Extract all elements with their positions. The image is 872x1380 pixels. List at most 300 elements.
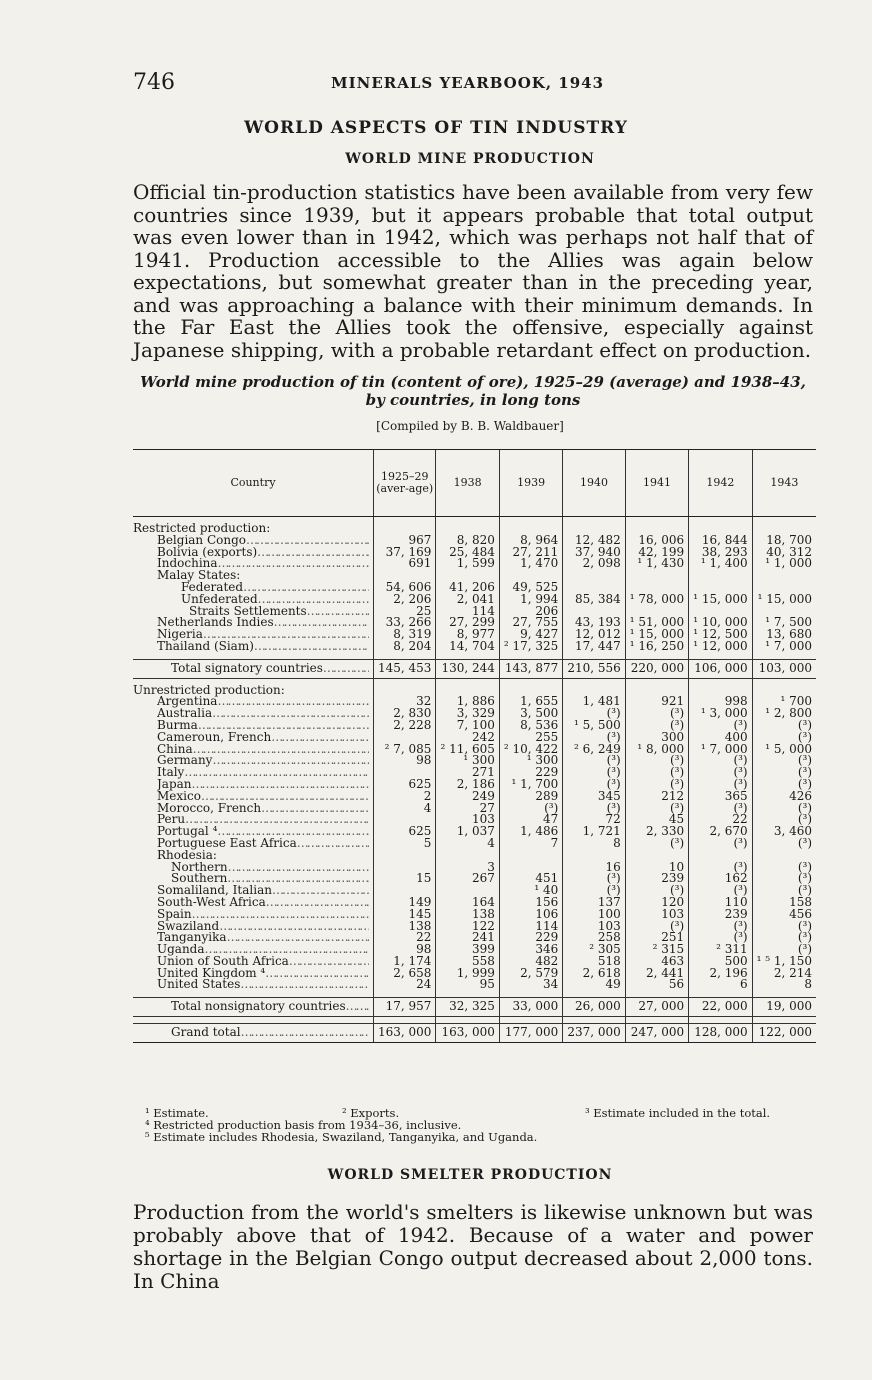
cell-value: 12, 012	[563, 629, 625, 641]
cell-value: (³)	[563, 885, 625, 897]
cell-value: ¹ 16, 250	[625, 641, 688, 653]
row-label: Rhodesia:	[157, 847, 217, 862]
cell-value: 399	[436, 944, 499, 956]
section-title: WORLD ASPECTS OF TIN INDUSTRY	[244, 118, 628, 138]
cell-value: ¹ 15, 000	[689, 594, 752, 606]
cell-value: (³)	[752, 732, 816, 744]
cell-value: 558	[436, 956, 499, 968]
cell-value: 130, 244	[436, 659, 499, 678]
cell-value: 1, 481	[563, 696, 625, 708]
cell-value: 4	[374, 803, 436, 815]
cell-value	[625, 570, 688, 582]
cell-value: 163, 000	[436, 1024, 499, 1043]
total-row	[133, 659, 816, 678]
cell-value: (³)	[752, 779, 816, 791]
cell-value: 24	[374, 979, 436, 991]
row-label: Mexico	[157, 790, 201, 803]
cell-value: ¹ 1, 400	[689, 558, 752, 570]
cell-value: ¹ 40	[499, 885, 562, 897]
table-row	[133, 873, 816, 885]
row-label: Peru	[157, 814, 186, 827]
row-label: Netherlands Indies	[157, 617, 274, 630]
cell-value: (³)	[689, 755, 752, 767]
cell-value: (³)	[752, 803, 816, 815]
row-label: Straits Settlements	[189, 605, 307, 618]
footnote-3: ³ Estimate included in the total.	[585, 1106, 771, 1120]
row-label: Australia	[157, 708, 213, 720]
cell-value: 258	[563, 932, 625, 944]
cell-value: 72	[563, 814, 625, 826]
cell-value: 177, 000	[499, 1024, 562, 1043]
cell-value: (³)	[752, 767, 816, 779]
row-label: Belgian Congo	[157, 534, 247, 547]
cell-value: ¹ 7, 000	[752, 641, 816, 653]
cell-value: (³)	[563, 732, 625, 744]
cell-value: 10	[625, 862, 688, 874]
cell-value: 164	[436, 897, 499, 909]
cell-value: ¹ 300	[499, 755, 562, 767]
cell-value: 1, 174	[374, 956, 436, 968]
cell-value: 25, 484	[436, 547, 499, 559]
cell-value: ¹ 12, 500	[689, 629, 752, 641]
cell-value: (³)	[752, 838, 816, 850]
cell-value: 106	[499, 909, 562, 921]
cell-value: ² 6, 249	[563, 744, 625, 756]
cell-value: 967	[374, 535, 436, 547]
cell-value: 365	[689, 791, 752, 803]
footnote-1: ¹ Estimate.	[145, 1106, 209, 1120]
row-label: Argentina	[157, 696, 218, 709]
cell-value	[374, 850, 436, 862]
smelter-paragraph: Production from the world's smelters is likewise unknown but was probably above that of 1942. Because of a water and power shortage in the Belgian Congo output decreased about 2,000 tons. In China	[133, 1200, 813, 1293]
cell-value: ¹ ⁵ 1, 150	[752, 956, 816, 968]
cell-value: (³)	[689, 921, 752, 933]
cell-value	[563, 570, 625, 582]
cell-value: 2, 441	[625, 968, 688, 980]
cell-value: 3, 460	[752, 826, 816, 838]
cell-value: 8, 964	[499, 535, 562, 547]
table-compiled-by: [Compiled by B. B. Waldbauer]	[376, 419, 564, 433]
cell-value: 27, 211	[499, 547, 562, 559]
cell-value: 229	[499, 932, 562, 944]
cell-value: 8, 319	[374, 629, 436, 641]
cell-value: (³)	[752, 814, 816, 826]
footnote-2: ² Exports.	[342, 1106, 400, 1120]
cell-value: 17, 957	[374, 998, 436, 1017]
cell-value: (³)	[689, 720, 752, 732]
tin-production-table	[133, 449, 816, 1043]
cell-value: 15	[374, 873, 436, 885]
cell-value: 33, 266	[374, 617, 436, 629]
column-header-country: Country	[133, 450, 374, 517]
cell-value: 2	[374, 791, 436, 803]
cell-value: 100	[563, 909, 625, 921]
grand-total-row	[133, 1024, 816, 1043]
table-header-row	[133, 450, 816, 517]
cell-value: 271	[436, 767, 499, 779]
cell-value: 162	[689, 873, 752, 885]
cell-value: 237, 000	[563, 1024, 625, 1043]
cell-value: (³)	[752, 862, 816, 874]
cell-value: 212	[625, 791, 688, 803]
row-label: Cameroun, French	[157, 731, 272, 744]
cell-value: 1, 999	[436, 968, 499, 980]
cell-value: 1, 886	[436, 696, 499, 708]
cell-value: 8, 820	[436, 535, 499, 547]
row-label: Indochina	[157, 558, 218, 571]
cell-value: ¹ 51, 000	[625, 617, 688, 629]
cell-value: 2, 830	[374, 708, 436, 720]
cell-value: 2, 196	[689, 968, 752, 980]
column-header-year: 1943	[752, 450, 816, 517]
running-header	[133, 70, 810, 98]
cell-value: (³)	[625, 708, 688, 720]
cell-value: ¹ 15, 000	[752, 594, 816, 606]
cell-value: 2, 041	[436, 594, 499, 606]
cell-value: 120	[625, 897, 688, 909]
cell-value: ¹ 8, 000	[625, 744, 688, 756]
cell-value: 7, 100	[436, 720, 499, 732]
cell-value: (³)	[752, 885, 816, 897]
cell-value: 114	[499, 921, 562, 933]
cell-value: 456	[752, 909, 816, 921]
cell-value: 137	[563, 897, 625, 909]
cell-value: 37, 940	[563, 547, 625, 559]
footnote-4: ⁴ Restricted production basis from 1934–36, inclusive.	[145, 1118, 462, 1132]
cell-value: 27	[436, 803, 499, 815]
row-label: Somaliland, Italian	[157, 885, 272, 897]
column-header-year: 1942	[689, 450, 752, 517]
cell-value: 6	[689, 979, 752, 991]
cell-value: 2, 618	[563, 968, 625, 980]
cell-value: 106, 000	[689, 659, 752, 678]
cell-value: (³)	[689, 885, 752, 897]
cell-value: 25	[374, 606, 436, 618]
cell-value: 145	[374, 909, 436, 921]
row-label: Unfederated	[181, 593, 258, 606]
cell-value: 103, 000	[752, 659, 816, 678]
cell-value: 625	[374, 779, 436, 791]
cell-value: ¹ 1, 000	[752, 558, 816, 570]
cell-value: ¹ 1, 700	[499, 779, 562, 791]
cell-value: (³)	[625, 921, 688, 933]
row-label: Unrestricted production:	[133, 682, 285, 697]
cell-value: 156	[499, 897, 562, 909]
cell-value: ¹ 1, 430	[625, 558, 688, 570]
cell-value: (³)	[625, 767, 688, 779]
cell-value: 45	[625, 814, 688, 826]
cell-value: 12, 482	[563, 535, 625, 547]
cell-value: 7	[499, 838, 562, 850]
cell-value: 14, 704	[436, 641, 499, 653]
row-label: Swaziland	[157, 920, 220, 933]
cell-value: 3, 329	[436, 708, 499, 720]
cell-value: (³)	[752, 873, 816, 885]
row-label: Northern	[171, 861, 228, 874]
cell-value: (³)	[625, 885, 688, 897]
row-label: Grand total	[171, 1027, 241, 1039]
row-label: United States	[157, 979, 241, 992]
row-label: Federated	[181, 581, 244, 594]
cell-value: (³)	[625, 755, 688, 767]
cell-value: 206	[499, 606, 562, 618]
cell-value: ¹ 78, 000	[625, 594, 688, 606]
row-label: Portuguese East Africa	[157, 837, 297, 850]
cell-value: 34	[499, 979, 562, 991]
row-label: Portugal ⁴	[157, 826, 218, 838]
spacer-row	[133, 1017, 816, 1024]
running-title: MINERALS YEARBOOK, 1943	[331, 74, 605, 92]
cell-value: (³)	[752, 720, 816, 732]
table-row	[133, 641, 816, 653]
cell-value: (³)	[752, 944, 816, 956]
cell-value: 122, 000	[752, 1024, 816, 1043]
row-label: China	[157, 743, 193, 756]
cell-value: 8	[563, 838, 625, 850]
cell-value: (³)	[689, 838, 752, 850]
cell-value: (³)	[625, 838, 688, 850]
cell-value: 247, 000	[625, 1024, 688, 1043]
cell-value: 625	[374, 826, 436, 838]
cell-value: 103	[436, 814, 499, 826]
cell-value: (³)	[752, 932, 816, 944]
cell-value: ² 315	[625, 944, 688, 956]
cell-value: 13, 680	[752, 629, 816, 641]
cell-value: (³)	[563, 803, 625, 815]
cell-value: 2, 658	[374, 968, 436, 980]
cell-value: 32	[374, 696, 436, 708]
cell-value: 239	[689, 909, 752, 921]
cell-value: 40, 312	[752, 547, 816, 559]
cell-value: (³)	[625, 803, 688, 815]
cell-value: 27, 299	[436, 617, 499, 629]
cell-value: 8, 977	[436, 629, 499, 641]
cell-value: 110	[689, 897, 752, 909]
cell-value: 98	[374, 755, 436, 767]
cell-value: ¹ 300	[436, 755, 499, 767]
cell-value: 210, 556	[563, 659, 625, 678]
cell-value: (³)	[752, 755, 816, 767]
cell-value: 1, 486	[499, 826, 562, 838]
cell-value: ² 11, 605	[436, 744, 499, 756]
cell-value: 114	[436, 606, 499, 618]
cell-value: 2, 214	[752, 968, 816, 980]
cell-value: 2, 186	[436, 779, 499, 791]
cell-value: ² 17, 325	[499, 641, 562, 653]
row-label: Southern	[171, 873, 228, 886]
cell-value: 267	[436, 873, 499, 885]
cell-value: (³)	[689, 862, 752, 874]
cell-value: 1, 994	[499, 594, 562, 606]
cell-value: 2, 228	[374, 720, 436, 732]
cell-value: 143, 877	[499, 659, 562, 678]
cell-value: 85, 384	[563, 594, 625, 606]
cell-value: 16, 844	[689, 535, 752, 547]
cell-value: 22	[689, 814, 752, 826]
cell-value: 41, 206	[436, 582, 499, 594]
cell-value: 26, 000	[563, 998, 625, 1017]
cell-value: 482	[499, 956, 562, 968]
cell-value: 49, 525	[499, 582, 562, 594]
table-row	[133, 979, 816, 991]
cell-value: 2, 579	[499, 968, 562, 980]
smelter-title: WORLD SMELTER PRODUCTION	[327, 1167, 613, 1183]
cell-value: 138	[436, 909, 499, 921]
table-row	[133, 838, 816, 850]
cell-value: 8, 204	[374, 641, 436, 653]
cell-value: 43, 193	[563, 617, 625, 629]
cell-value: ¹ 10, 000	[689, 617, 752, 629]
cell-value: (³)	[563, 767, 625, 779]
cell-value: 98	[374, 944, 436, 956]
column-header-year: 1941	[625, 450, 688, 517]
cell-value: 518	[563, 956, 625, 968]
intro-paragraph: Official tin-production statistics have been available from very few countries since 1939, but it appears probable that total output was even lower than in 1942, which was perhaps not half that of 1941. Production accessible to the Allies was again below expectations, but somewhat greater than in the preceding year, and was approaching a balance with their minimum demands. In the Far East the Allies took the offensive, especially against Japanese shipping, with a probable retardant effect on production.	[133, 180, 813, 362]
table-caption: World mine production of tin (content of ore), 1925–29 (average) and 1938–43, by countries, in long tons	[140, 373, 806, 409]
cell-value: ¹ 700	[752, 696, 816, 708]
row-label: Tanganyika	[157, 932, 227, 945]
cell-value: 9, 427	[499, 629, 562, 641]
row-label: Italy	[157, 767, 185, 779]
cell-value: ¹ 5, 000	[752, 744, 816, 756]
cell-value: 241	[436, 932, 499, 944]
cell-value: (³)	[625, 779, 688, 791]
cell-value: 103	[563, 921, 625, 933]
cell-value: 163, 000	[374, 1024, 436, 1043]
cell-value	[689, 570, 752, 582]
row-label: Total signatory countries	[171, 662, 323, 675]
cell-value: 4	[436, 838, 499, 850]
cell-value	[499, 850, 562, 862]
row-label: Morocco, French	[157, 802, 262, 815]
cell-value: 500	[689, 956, 752, 968]
cell-value: 27, 000	[625, 998, 688, 1017]
row-label: Nigeria	[157, 629, 203, 641]
cell-value: 300	[625, 732, 688, 744]
cell-value: (³)	[563, 873, 625, 885]
cell-value: 16	[563, 862, 625, 874]
table-row	[133, 791, 816, 803]
cell-value: 1, 037	[436, 826, 499, 838]
column-header-year: 1940	[563, 450, 625, 517]
cell-value: 2, 670	[689, 826, 752, 838]
row-label: Uganda	[157, 944, 205, 956]
page-number: 746	[133, 70, 175, 95]
cell-value: ¹ 15, 000	[625, 629, 688, 641]
cell-value: 239	[625, 873, 688, 885]
subsection-title: WORLD MINE PRODUCTION	[345, 151, 595, 167]
cell-value: (³)	[689, 803, 752, 815]
cell-value: 49	[563, 979, 625, 991]
row-label: United Kingdom ⁴	[157, 967, 266, 980]
cell-value: 33, 000	[499, 998, 562, 1017]
cell-value: (³)	[689, 767, 752, 779]
cell-value: (³)	[689, 779, 752, 791]
cell-value: ² 305	[563, 944, 625, 956]
cell-value: 242	[436, 732, 499, 744]
cell-value: (³)	[563, 708, 625, 720]
cell-value: (³)	[499, 803, 562, 815]
cell-value: 122	[436, 921, 499, 933]
footnote-5: ⁵ Estimate includes Rhodesia, Swaziland, Tanganyika, and Uganda.	[145, 1130, 538, 1144]
cell-value: 22	[374, 932, 436, 944]
cell-value: 463	[625, 956, 688, 968]
row-label: Thailand (Siam)	[157, 640, 254, 653]
cell-value: 27, 755	[499, 617, 562, 629]
cell-value: 103	[625, 909, 688, 921]
cell-value: 149	[374, 897, 436, 909]
cell-value: 42, 199	[625, 547, 688, 559]
cell-value: 289	[499, 791, 562, 803]
cell-value: 158	[752, 897, 816, 909]
cell-value: 998	[689, 696, 752, 708]
cell-value: 95	[436, 979, 499, 991]
row-label: Japan	[157, 778, 192, 791]
table-row	[133, 968, 816, 980]
cell-value: 17, 447	[563, 641, 625, 653]
cell-value: 2, 098	[563, 558, 625, 570]
cell-value: 8, 536	[499, 720, 562, 732]
cell-value: 2, 330	[625, 826, 688, 838]
cell-value: (³)	[563, 755, 625, 767]
cell-value: 451	[499, 873, 562, 885]
cell-value: 32, 325	[436, 998, 499, 1017]
row-label: South-West Africa	[157, 896, 266, 909]
cell-value: 426	[752, 791, 816, 803]
cell-value: 5	[374, 838, 436, 850]
cell-value: 8	[752, 979, 816, 991]
cell-value: ² 10, 422	[499, 744, 562, 756]
cell-value: 16, 006	[625, 535, 688, 547]
cell-value: 3	[436, 862, 499, 874]
cell-value: ² 311	[689, 944, 752, 956]
cell-value: 37, 169	[374, 547, 436, 559]
cell-value: ¹ 7, 500	[752, 617, 816, 629]
row-label: Germany	[157, 755, 213, 768]
cell-value: 145, 453	[374, 659, 436, 678]
cell-value: 18, 700	[752, 535, 816, 547]
column-header-year: 1938	[436, 450, 499, 517]
row-label: Burma	[157, 719, 198, 732]
cell-value: 2, 206	[374, 594, 436, 606]
cell-value: 128, 000	[689, 1024, 752, 1043]
cell-value: 345	[563, 791, 625, 803]
cell-value	[752, 570, 816, 582]
cell-value: 22, 000	[689, 998, 752, 1017]
cell-value: 3, 500	[499, 708, 562, 720]
cell-value: ² 7, 085	[374, 744, 436, 756]
cell-value: ¹ 12, 000	[689, 641, 752, 653]
row-label: Malay States:	[157, 568, 241, 583]
cell-value: 19, 000	[752, 998, 816, 1017]
cell-value: 255	[499, 732, 562, 744]
cell-value: (³)	[625, 720, 688, 732]
cell-value: ¹ 7, 000	[689, 744, 752, 756]
cell-value: 1, 721	[563, 826, 625, 838]
row-label: Total nonsignatory countries	[171, 1001, 346, 1014]
cell-value: 691	[374, 558, 436, 570]
cell-value: 1, 655	[499, 696, 562, 708]
cell-value: ¹ 3, 000	[689, 708, 752, 720]
cell-value: 251	[625, 932, 688, 944]
table-row	[133, 826, 816, 838]
cell-value: 54, 606	[374, 582, 436, 594]
cell-value: 249	[436, 791, 499, 803]
cell-value: 56	[625, 979, 688, 991]
column-header-year: 1925–29 (aver-age)	[374, 450, 436, 517]
cell-value: 346	[499, 944, 562, 956]
cell-value: 38, 293	[689, 547, 752, 559]
